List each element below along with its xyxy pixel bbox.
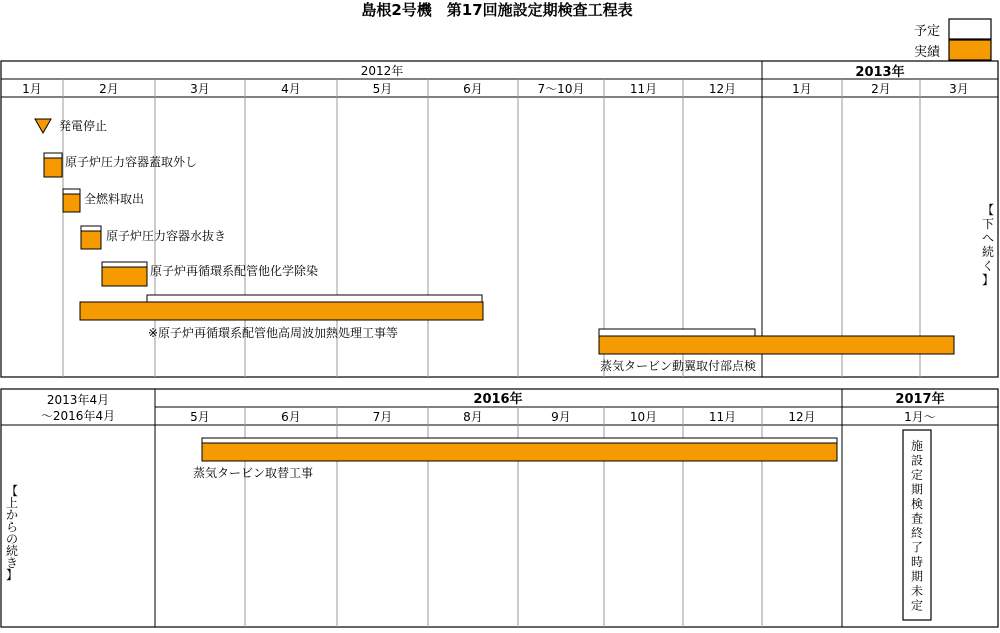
month-header: 12月: [788, 410, 816, 424]
plan-bar: [599, 329, 755, 336]
task-label: 蒸気タービン取替工事: [193, 466, 314, 480]
month-header: 1月～: [904, 410, 936, 424]
legend-actual-swatch: [949, 40, 991, 60]
task-label: 原子炉圧力容器蓋取外し: [65, 155, 198, 169]
actual-bar: [44, 158, 62, 177]
plan-bar: [81, 226, 101, 231]
task-decontamination: [102, 262, 318, 286]
task-induction-heating: [80, 295, 483, 340]
month-header: 6月: [463, 82, 483, 96]
month-header: 11月: [708, 410, 737, 424]
legend-actual-label: 実績: [913, 45, 940, 60]
task-label: ※原子炉再循環系配管他高周波加熱処理工事等: [148, 326, 399, 340]
milestone-triangle: [35, 119, 51, 133]
month-header: 2月: [871, 82, 891, 96]
milestone-shutdown: [35, 118, 107, 133]
task-rpv-head-removal: [44, 153, 197, 177]
panel2-grid: [1, 389, 998, 627]
month-header: 1月: [22, 82, 42, 96]
panel2-year-2017: 2017年: [895, 392, 945, 407]
panel1-year-2013: 2013年: [855, 65, 905, 80]
actual-bar: [102, 267, 147, 286]
plan-bar: [63, 189, 80, 194]
plan-bar: [202, 438, 837, 443]
month-header: 3月: [949, 82, 969, 96]
actual-bar: [599, 336, 954, 354]
month-header: 6月: [281, 410, 301, 424]
month-header: 7～10月: [537, 82, 585, 96]
legend-plan-swatch: [949, 19, 991, 39]
month-header: 5月: [190, 410, 210, 424]
panel2-period-line1: 2013年4月: [46, 393, 110, 407]
month-header: 7月: [372, 410, 393, 424]
actual-bar: [81, 231, 101, 249]
month-header: 5月: [372, 82, 393, 96]
chart-title: 島根2号機 第17回施設定期検査工程表: [361, 1, 633, 19]
plan-bar: [44, 153, 62, 158]
month-header: 4月: [281, 82, 301, 96]
panel1-year-2012: 2012年: [360, 64, 404, 78]
panel2-side-note: 【上からの続き】: [5, 484, 19, 582]
actual-bar: [80, 302, 483, 320]
month-header: 10月: [629, 410, 658, 424]
legend-plan-label: 予定: [913, 24, 940, 39]
status-note: [903, 430, 931, 620]
task-label: 原子炉再循環系配管他化学除染: [150, 264, 319, 278]
task-label: 蒸気タービン動翼取付部点検: [600, 359, 757, 373]
task-label-shutdown: 発電停止: [59, 119, 108, 133]
task-turbine-replacement: [193, 438, 837, 480]
month-header: 2月: [99, 82, 119, 96]
panel1-side-note: 【下へ続く】: [981, 203, 995, 287]
legend: [914, 19, 991, 60]
actual-bar: [202, 443, 837, 461]
month-header: 9月: [551, 410, 571, 424]
panel2-period-line2: ～2016年4月: [40, 409, 116, 423]
task-turbine-inspection: [599, 329, 954, 373]
actual-bar: [63, 194, 80, 212]
month-header: 8月: [463, 410, 483, 424]
task-rpv-drain: [81, 226, 226, 249]
month-header: 11月: [629, 82, 658, 96]
month-header: 3月: [190, 82, 210, 96]
plan-bar: [147, 295, 482, 302]
task-label: 原子炉圧力容器水抜き: [106, 229, 227, 243]
month-header: 12月: [708, 82, 737, 96]
task-fuel-removal: [63, 189, 144, 212]
panel2-year-2016: 2016年: [473, 392, 523, 407]
plan-bar: [102, 262, 147, 267]
task-label: 全燃料取出: [84, 192, 145, 206]
month-header: 1月: [792, 82, 812, 96]
status-note-text: 施設定期検査終了時期未定: [910, 439, 924, 613]
